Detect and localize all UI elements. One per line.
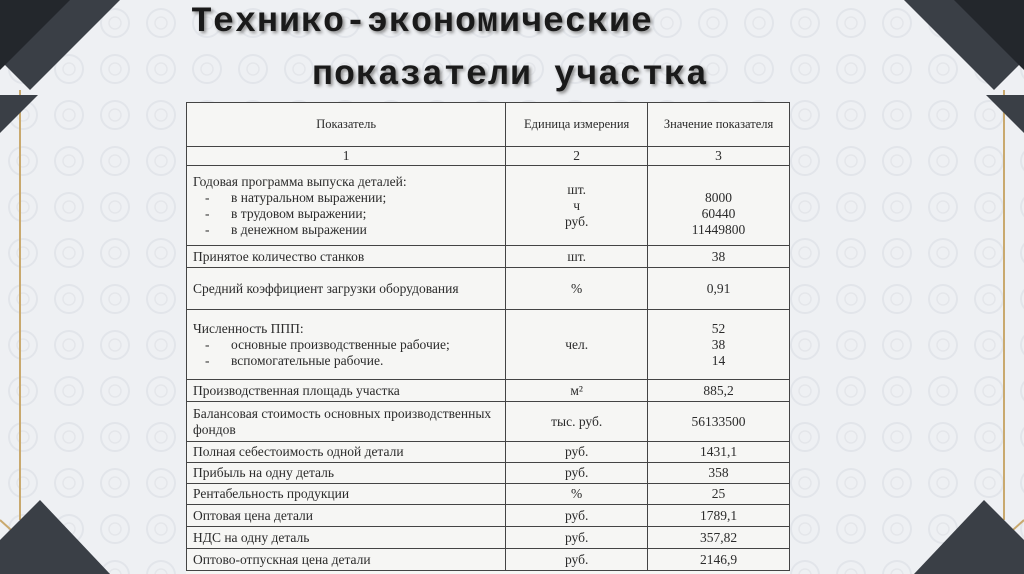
row-label: Прибыль на одну деталь <box>187 463 506 484</box>
row-value: 0,91 <box>648 268 790 310</box>
value-line: 8000 <box>705 190 733 205</box>
col-number-3: 3 <box>648 147 790 166</box>
table-row <box>187 484 790 505</box>
row-unit: руб. <box>506 505 648 527</box>
row-unit: руб. <box>506 549 648 571</box>
row-value: 38 <box>648 246 790 268</box>
row-unit <box>506 166 648 246</box>
page-title-line-2: показатели участка <box>311 55 709 95</box>
row-label: Полная себестоимость одной детали <box>187 442 506 463</box>
row-value: 1431,1 <box>648 442 790 463</box>
value-line: 38 <box>711 336 726 352</box>
row-label: Оптово-отпускная цена детали <box>187 549 506 571</box>
row-value: 357,82 <box>648 527 790 549</box>
row-value: 885,2 <box>648 380 790 402</box>
row-unit: руб. <box>506 442 648 463</box>
row-value: 358 <box>648 463 790 484</box>
unit-line: ч <box>573 197 581 213</box>
table-row <box>187 380 790 402</box>
indicators-table <box>186 102 790 571</box>
table-row <box>187 505 790 527</box>
table-row <box>187 310 790 380</box>
row-label <box>187 310 506 380</box>
row-label: Оптовая цена детали <box>187 505 506 527</box>
row-sub-item: - основные производственные рабочие; <box>193 337 499 353</box>
row-unit: руб. <box>506 527 648 549</box>
row-value: 56133500 <box>648 402 790 442</box>
table-row <box>187 268 790 310</box>
header-indicator: Показатель <box>187 103 506 147</box>
unit-line: шт. <box>567 181 586 197</box>
row-label: Рентабельность продукции <box>187 484 506 505</box>
unit-line: руб. <box>564 213 589 229</box>
table-row <box>187 527 790 549</box>
header-unit: Единица измерения <box>506 103 648 147</box>
table-row <box>187 246 790 268</box>
row-label: Принятое количество станков <box>187 246 506 268</box>
table-row <box>187 549 790 571</box>
row-unit: чел. <box>506 310 648 380</box>
row-title: Годовая программа выпуска деталей: <box>193 173 407 189</box>
row-sub-item: - вспомогательные рабочие. <box>193 353 499 369</box>
row-unit: руб. <box>506 463 648 484</box>
row-unit: м² <box>506 380 648 402</box>
row-label: Производственная площадь участка <box>187 380 506 402</box>
table-row <box>187 166 790 246</box>
row-value: 1789,1 <box>648 505 790 527</box>
value-line: 11449800 <box>691 222 746 237</box>
table-row <box>187 402 790 442</box>
row-value <box>648 310 790 380</box>
row-unit: тыс. руб. <box>506 402 648 442</box>
value-line: 52 <box>711 320 726 336</box>
row-sub-item: - в трудовом выражении; <box>193 206 499 222</box>
table-number-row <box>187 147 790 166</box>
row-sub-item: - в денежном выражении <box>193 222 499 238</box>
row-value: 25 <box>648 484 790 505</box>
table-row <box>187 442 790 463</box>
col-number-1: 1 <box>187 147 506 166</box>
row-sub-item: - в натуральном выражении; <box>193 190 499 206</box>
table-row <box>187 463 790 484</box>
row-unit: шт. <box>506 246 648 268</box>
row-value <box>648 166 790 246</box>
row-label: НДС на одну деталь <box>187 527 506 549</box>
row-unit: % <box>506 484 648 505</box>
table-header-row <box>187 103 790 147</box>
col-number-2: 2 <box>506 147 648 166</box>
row-label: Средний коэффициент загрузки оборудования <box>187 268 506 310</box>
value-line: 60440 <box>701 206 736 221</box>
page-title-line-1: Технико-экономические <box>190 2 654 42</box>
row-value: 2146,9 <box>648 549 790 571</box>
indicators-table-container <box>186 102 790 574</box>
row-label <box>187 166 506 246</box>
row-title: Численность ППП: <box>193 320 304 336</box>
row-label: Балансовая стоимость основных производственных фондов <box>187 402 506 442</box>
value-line: 14 <box>711 352 726 368</box>
row-unit: % <box>506 268 648 310</box>
header-value: Значение показателя <box>648 103 790 147</box>
